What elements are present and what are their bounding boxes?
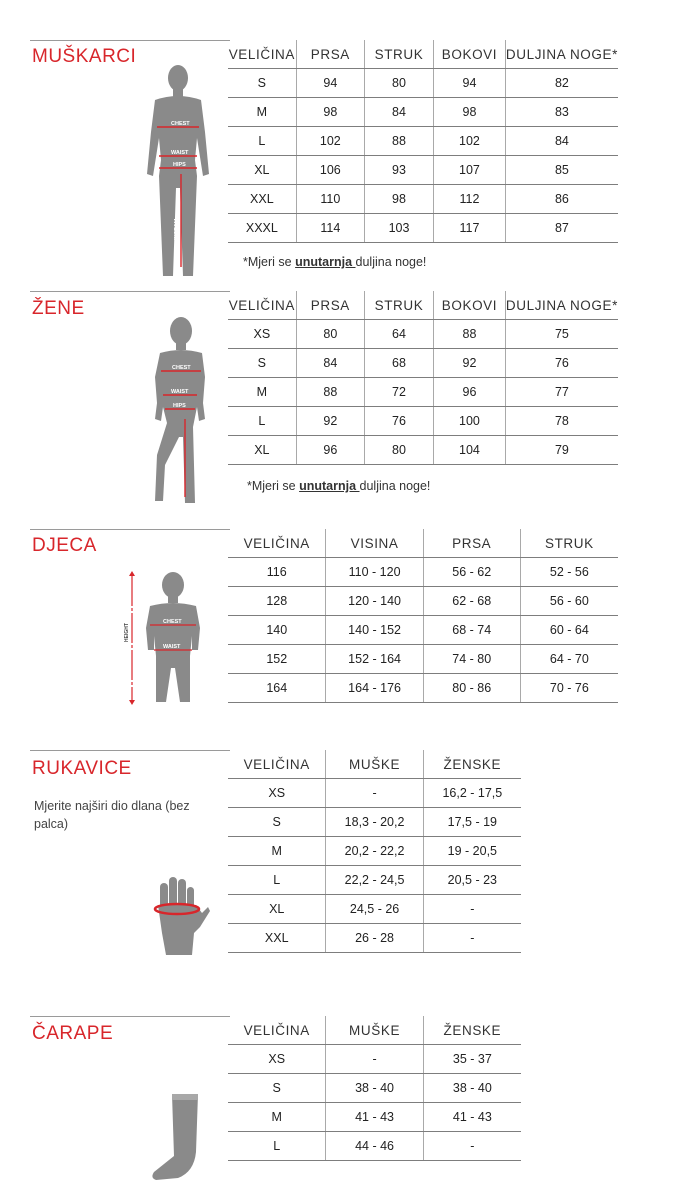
- value-cell: 76: [364, 407, 433, 436]
- size-cell: XS: [228, 320, 296, 349]
- kids-waist-label: WAIST: [163, 644, 181, 650]
- men-size-table: [228, 40, 618, 243]
- value-cell: 60 - 64: [520, 616, 618, 645]
- kids-height-label: HEIGHT: [124, 623, 130, 642]
- header-cell: BOKOVI: [434, 291, 506, 320]
- size-cell: 116: [228, 558, 326, 587]
- value-cell: 112: [434, 185, 506, 214]
- table-row: [228, 407, 618, 436]
- value-cell: 68: [364, 349, 433, 378]
- gloves-title: RUKAVICE: [32, 758, 132, 779]
- men-divider: [30, 40, 230, 41]
- value-cell: 41 - 43: [326, 1103, 423, 1132]
- header-cell: PRSA: [296, 291, 364, 320]
- women-inseam-label: INSEAM: [178, 448, 184, 470]
- value-cell: 80: [364, 436, 433, 465]
- value-cell: 102: [296, 127, 364, 156]
- header-cell: DULJINA NOGE*: [505, 40, 618, 69]
- men-hips-label: HIPS: [173, 162, 186, 168]
- value-cell: 164 - 176: [326, 674, 423, 703]
- kids-size-table: [228, 529, 618, 703]
- table-row: [228, 98, 618, 127]
- value-cell: 64 - 70: [520, 645, 618, 674]
- value-cell: 92: [296, 407, 364, 436]
- header-cell: PRSA: [296, 40, 364, 69]
- value-cell: -: [423, 895, 521, 924]
- size-cell: XS: [228, 779, 326, 808]
- value-cell: 98: [434, 98, 506, 127]
- size-cell: 164: [228, 674, 326, 703]
- value-cell: 52 - 56: [520, 558, 618, 587]
- men-chest-label: CHEST: [171, 121, 190, 127]
- size-cell: M: [228, 378, 296, 407]
- women-hips-label: HIPS: [173, 403, 186, 409]
- value-cell: 103: [364, 214, 433, 243]
- value-cell: 19 - 20,5: [423, 837, 521, 866]
- gloves-size-table: [228, 750, 521, 953]
- value-cell: 84: [296, 349, 364, 378]
- value-cell: 82: [505, 69, 618, 98]
- value-cell: 94: [434, 69, 506, 98]
- value-cell: 96: [434, 378, 506, 407]
- value-cell: 38 - 40: [326, 1074, 423, 1103]
- value-cell: -: [326, 779, 423, 808]
- kids-chest-label: CHEST: [163, 619, 182, 625]
- socks-divider: [30, 1016, 230, 1017]
- value-cell: 140 - 152: [326, 616, 423, 645]
- value-cell: 83: [505, 98, 618, 127]
- value-cell: 26 - 28: [326, 924, 423, 953]
- value-cell: 88: [434, 320, 506, 349]
- men-inseam-note: *Mjeri se unutarnja duljina noge!: [243, 255, 427, 269]
- women-body-figure: [145, 315, 215, 505]
- size-cell: L: [228, 127, 296, 156]
- value-cell: 38 - 40: [423, 1074, 521, 1103]
- table-row: [228, 808, 521, 837]
- kids-body-figure: [120, 568, 210, 708]
- value-cell: 68 - 74: [423, 616, 520, 645]
- value-cell: 96: [296, 436, 364, 465]
- glove-hand-figure: [150, 875, 210, 955]
- header-cell: VISINA: [326, 529, 423, 558]
- sock-figure: [150, 1092, 210, 1182]
- value-cell: 85: [505, 156, 618, 185]
- value-cell: 98: [296, 98, 364, 127]
- size-cell: M: [228, 1103, 326, 1132]
- value-cell: 104: [434, 436, 506, 465]
- size-cell: XL: [228, 895, 326, 924]
- header-cell: VELIČINA: [228, 1016, 326, 1045]
- table-row: [228, 185, 618, 214]
- table-row: [228, 587, 618, 616]
- value-cell: 114: [296, 214, 364, 243]
- value-cell: 106: [296, 156, 364, 185]
- size-cell: S: [228, 808, 326, 837]
- table-row: [228, 1103, 521, 1132]
- value-cell: 107: [434, 156, 506, 185]
- value-cell: 152 - 164: [326, 645, 423, 674]
- gloves-hint: Mjerite najširi dio dlana (bez palca): [34, 799, 190, 831]
- header-cell: ŽENSKE: [423, 1016, 521, 1045]
- kids-divider: [30, 529, 230, 530]
- value-cell: 117: [434, 214, 506, 243]
- header-cell: STRUK: [364, 40, 433, 69]
- table-row: [228, 127, 618, 156]
- value-cell: 41 - 43: [423, 1103, 521, 1132]
- socks-size-table: [228, 1016, 521, 1161]
- value-cell: -: [423, 1132, 521, 1161]
- value-cell: 87: [505, 214, 618, 243]
- table-row: [228, 320, 618, 349]
- header-cell: PRSA: [423, 529, 520, 558]
- table-row: [228, 837, 521, 866]
- table-row: [228, 436, 618, 465]
- table-row: [228, 924, 521, 953]
- table-row: [228, 1132, 521, 1161]
- value-cell: 24,5 - 26: [326, 895, 423, 924]
- men-body-figure: [143, 62, 213, 277]
- women-waist-label: WAIST: [171, 389, 189, 395]
- note-emphasis: unutarnja: [295, 255, 356, 269]
- men-title: MUŠKARCI: [32, 46, 137, 67]
- table-row: [228, 895, 521, 924]
- table-row: [228, 645, 618, 674]
- table-row: [228, 1045, 521, 1074]
- size-cell: XL: [228, 156, 296, 185]
- value-cell: -: [423, 924, 521, 953]
- value-cell: 80: [364, 69, 433, 98]
- value-cell: 102: [434, 127, 506, 156]
- note-emphasis: unutarnja: [299, 479, 360, 493]
- size-cell: L: [228, 1132, 326, 1161]
- size-cell: S: [228, 1074, 326, 1103]
- table-row: [228, 558, 618, 587]
- value-cell: 110: [296, 185, 364, 214]
- size-cell: 128: [228, 587, 326, 616]
- socks-title: ČARAPE: [32, 1023, 114, 1044]
- value-cell: 77: [505, 378, 618, 407]
- value-cell: 80: [296, 320, 364, 349]
- value-cell: 56 - 62: [423, 558, 520, 587]
- men-waist-label: WAIST: [171, 150, 189, 156]
- size-cell: S: [228, 349, 296, 378]
- header-cell: MUŠKE: [326, 1016, 423, 1045]
- value-cell: 80 - 86: [423, 674, 520, 703]
- table-row: [228, 349, 618, 378]
- size-cell: XXL: [228, 185, 296, 214]
- value-cell: 84: [505, 127, 618, 156]
- women-inseam-note: *Mjeri se unutarnja duljina noge!: [247, 479, 431, 493]
- value-cell: 100: [434, 407, 506, 436]
- table-row: [228, 214, 618, 243]
- value-cell: 35 - 37: [423, 1045, 521, 1074]
- women-chest-label: CHEST: [172, 365, 191, 371]
- value-cell: 120 - 140: [326, 587, 423, 616]
- size-cell: 140: [228, 616, 326, 645]
- value-cell: 20,2 - 22,2: [326, 837, 423, 866]
- value-cell: 56 - 60: [520, 587, 618, 616]
- value-cell: 72: [364, 378, 433, 407]
- value-cell: 110 - 120: [326, 558, 423, 587]
- value-cell: 62 - 68: [423, 587, 520, 616]
- size-cell: XS: [228, 1045, 326, 1074]
- value-cell: 16,2 - 17,5: [423, 779, 521, 808]
- header-cell: VELIČINA: [228, 291, 296, 320]
- value-cell: 74 - 80: [423, 645, 520, 674]
- value-cell: 22,2 - 24,5: [326, 866, 423, 895]
- header-cell: MUŠKE: [326, 750, 423, 779]
- women-title: ŽENE: [32, 298, 85, 319]
- value-cell: 98: [364, 185, 433, 214]
- table-row: [228, 616, 618, 645]
- value-cell: 17,5 - 19: [423, 808, 521, 837]
- women-size-table: [228, 291, 618, 465]
- value-cell: 93: [364, 156, 433, 185]
- header-cell: DULJINA NOGE*: [505, 291, 618, 320]
- men-inseam-label: INSEAM: [174, 218, 180, 240]
- size-cell: 152: [228, 645, 326, 674]
- value-cell: 76: [505, 349, 618, 378]
- value-cell: -: [326, 1045, 423, 1074]
- header-cell: VELIČINA: [228, 750, 326, 779]
- header-cell: VELIČINA: [228, 40, 296, 69]
- size-cell: XL: [228, 436, 296, 465]
- table-row: [228, 378, 618, 407]
- value-cell: 20,5 - 23: [423, 866, 521, 895]
- size-cell: M: [228, 837, 326, 866]
- value-cell: 94: [296, 69, 364, 98]
- size-cell: M: [228, 98, 296, 127]
- value-cell: 44 - 46: [326, 1132, 423, 1161]
- header-cell: STRUK: [520, 529, 618, 558]
- value-cell: 18,3 - 20,2: [326, 808, 423, 837]
- value-cell: 64: [364, 320, 433, 349]
- gloves-divider: [30, 750, 230, 751]
- table-row: [228, 779, 521, 808]
- table-row: [228, 674, 618, 703]
- value-cell: 78: [505, 407, 618, 436]
- value-cell: 75: [505, 320, 618, 349]
- size-cell: S: [228, 69, 296, 98]
- value-cell: 79: [505, 436, 618, 465]
- size-cell: L: [228, 407, 296, 436]
- kids-title: DJECA: [32, 535, 97, 556]
- value-cell: 92: [434, 349, 506, 378]
- size-cell: XXXL: [228, 214, 296, 243]
- value-cell: 84: [364, 98, 433, 127]
- table-row: [228, 69, 618, 98]
- value-cell: 88: [296, 378, 364, 407]
- value-cell: 70 - 76: [520, 674, 618, 703]
- table-row: [228, 156, 618, 185]
- table-row: [228, 866, 521, 895]
- header-cell: VELIČINA: [228, 529, 326, 558]
- size-cell: XXL: [228, 924, 326, 953]
- value-cell: 88: [364, 127, 433, 156]
- header-cell: ŽENSKE: [423, 750, 521, 779]
- header-cell: STRUK: [364, 291, 433, 320]
- size-cell: L: [228, 866, 326, 895]
- table-row: [228, 1074, 521, 1103]
- women-divider: [30, 291, 230, 292]
- value-cell: 86: [505, 185, 618, 214]
- header-cell: BOKOVI: [434, 40, 506, 69]
